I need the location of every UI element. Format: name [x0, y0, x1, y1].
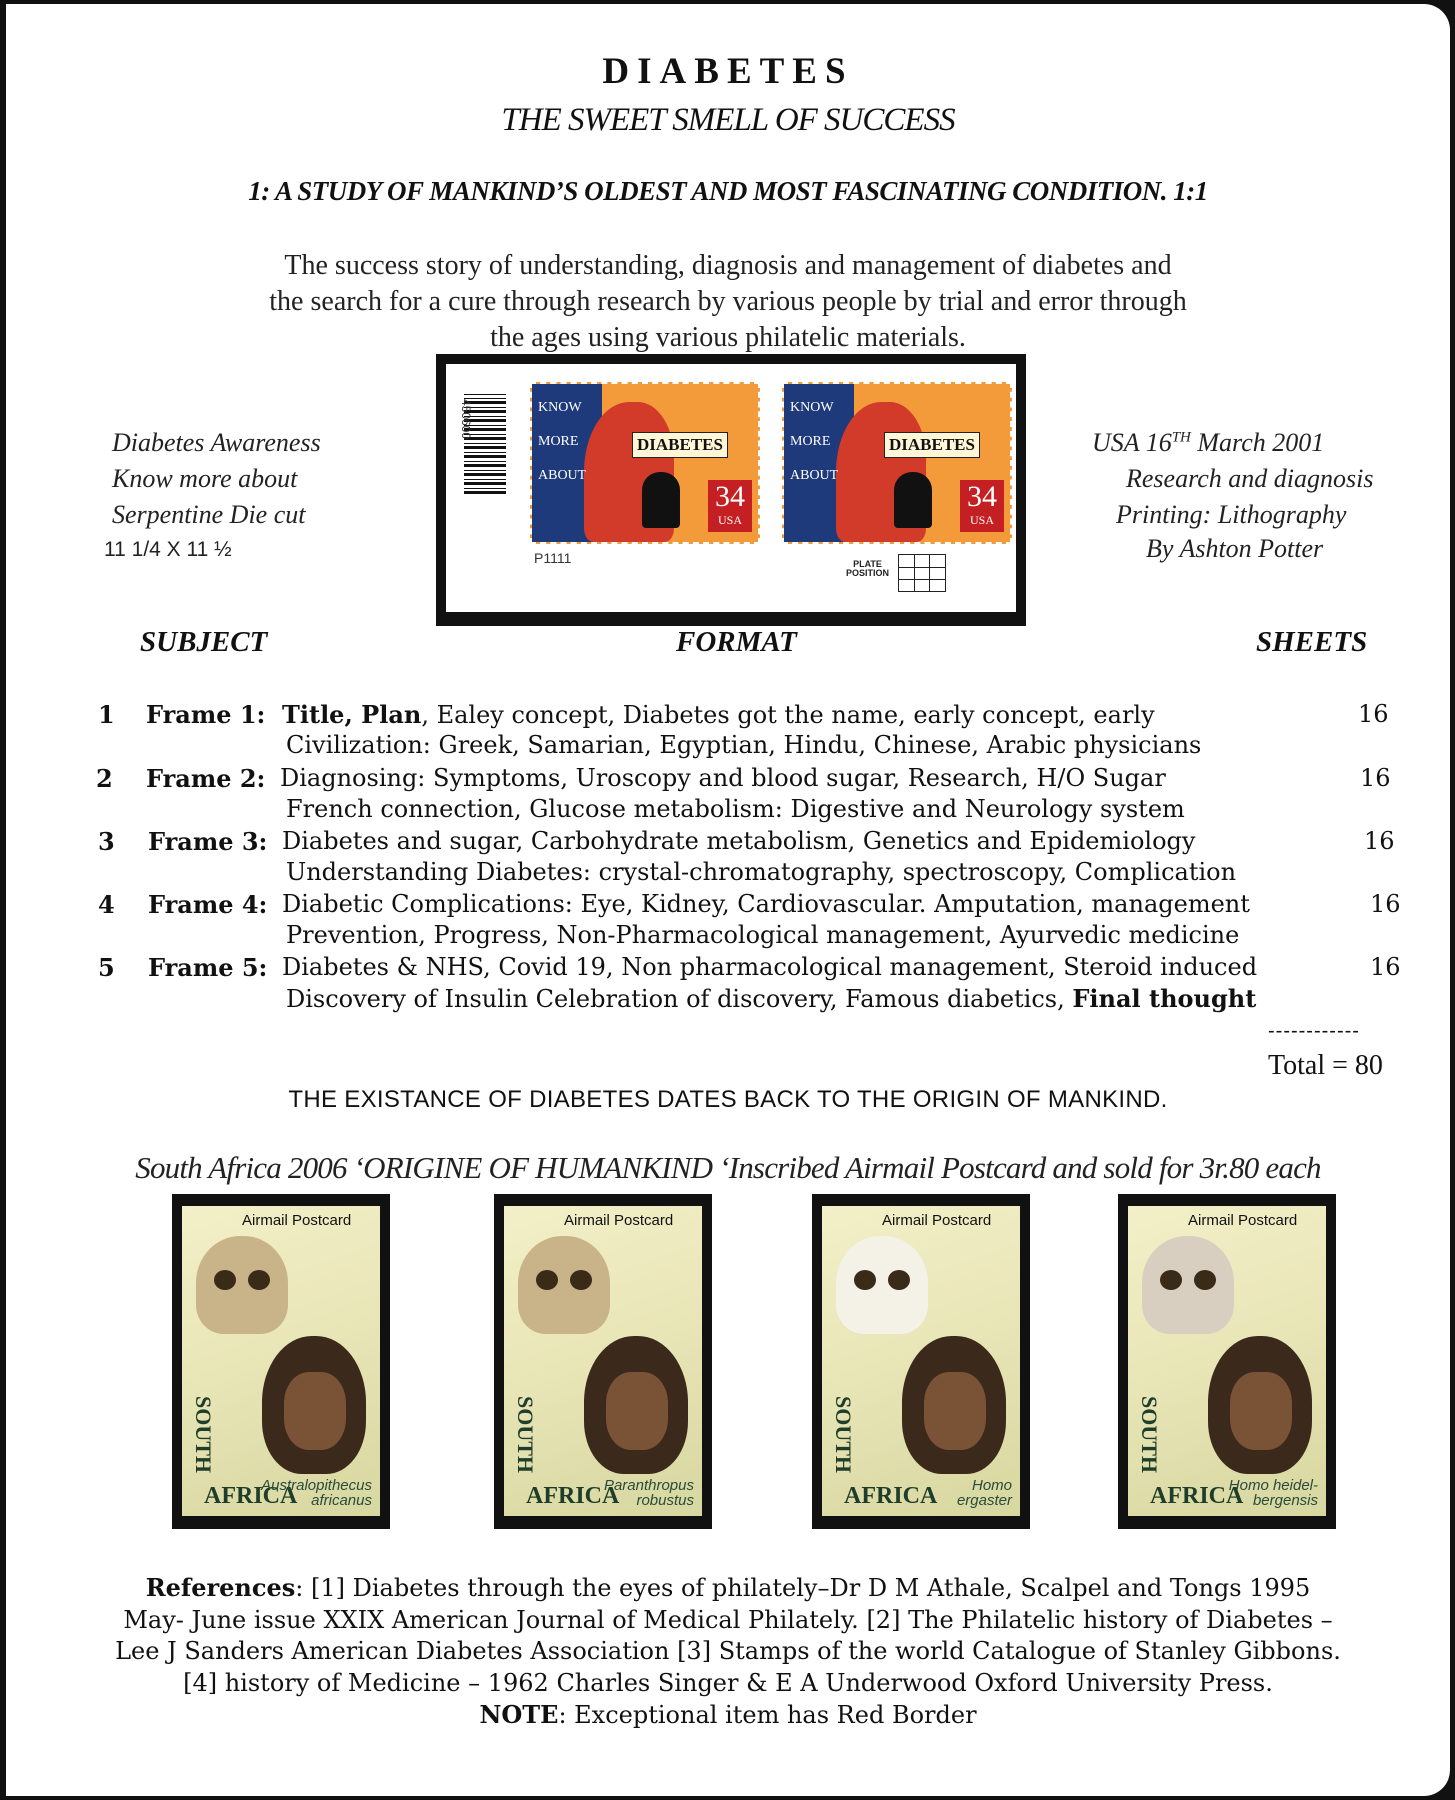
left-note-line-2: Know more about [112, 464, 298, 493]
postcards-caption: South Africa 2006 ‘ORIGINE OF HUMANKIND ‘Inscribed Airmail Postcard and sold for 3r.80 each [135, 1150, 1321, 1185]
hominid-portrait [262, 1336, 366, 1474]
stamp-selvage [446, 364, 1016, 612]
page-subtitle: THE SWEET SMELL OF SUCCESS [501, 102, 955, 138]
hominid-portrait [902, 1336, 1006, 1474]
column-sheets: SHEETS [1256, 626, 1368, 658]
airmail-label: Airmail Postcard [564, 1212, 674, 1229]
diabetes-stamp-1 [530, 382, 760, 544]
barcode-number: 450600 [459, 398, 474, 440]
airmail-label: Airmail Postcard [1188, 1212, 1298, 1229]
species-name: Homo heidel- bergensis [1228, 1477, 1318, 1509]
left-note-line-3: Serpentine Die cut [112, 500, 306, 529]
skull-icon [196, 1236, 288, 1334]
plate-number: P1111 [534, 550, 572, 566]
africa-label: AFRICA [844, 1483, 938, 1509]
plate-position-grid-icon [898, 554, 946, 592]
existence-statement: THE EXISTANCE OF DIABETES DATES BACK TO THE ORIGIN OF MANKIND. [288, 1086, 1168, 1113]
skull-icon [518, 1236, 610, 1334]
postcard-homo-ergaster [812, 1194, 1030, 1529]
hominid-portrait [1208, 1336, 1312, 1474]
stamp-text-know: KNOW [790, 400, 834, 415]
stamp-diabetes-label: DIABETES [884, 432, 980, 458]
left-note-line-4: 11 1/4 X 11 ½ [104, 538, 232, 561]
right-note-line-1: USA 16TH March 2001 [1092, 428, 1325, 457]
postcard-homo-heidelbergensis [1118, 1194, 1336, 1529]
species-name: Paranthropus robustus [603, 1477, 694, 1509]
south-label: SOUTH [513, 1396, 538, 1474]
intro-line-1: The success story of understanding, diagnosis and management of diabetes and [284, 250, 1172, 281]
study-line: 1: A STUDY OF MANKIND’S OLDEST AND MOST FASCINATING CONDITION. 1:1 [248, 176, 1208, 206]
intro-line-2: the search for a cure through research by various people by trial and error through [269, 286, 1187, 317]
stamp-text-about: ABOUT [790, 468, 839, 483]
skull-icon [1142, 1236, 1234, 1334]
postcard-paranthropus [494, 1194, 712, 1529]
species-name: Homo ergaster [956, 1477, 1012, 1509]
airmail-label: Airmail Postcard [242, 1212, 352, 1229]
stamp-text-more: MORE [538, 434, 579, 449]
species-name: Australopithecus africanus [261, 1477, 372, 1509]
note-line: NOTE: Exceptional item has Red Border [479, 1700, 977, 1729]
stamp-diabetes-label: DIABETES [632, 432, 728, 458]
south-label: SOUTH [1137, 1396, 1162, 1474]
right-note-line-3: Printing: Lithography [1116, 500, 1347, 529]
references-line-3: Lee J Sanders American Diabetes Association [3] Stamps of the world Catalogue of Stanley Gibbons. [115, 1637, 1341, 1665]
airmail-label: Airmail Postcard [882, 1212, 992, 1229]
references-line-2: May- June issue XXIX American Journal of Medical Philately. [2] The Philatelic history of Diabetes – [123, 1605, 1333, 1634]
right-note-line-2: Research and diagnosis [1126, 464, 1374, 493]
total-sheets: Total = 80 [1268, 1050, 1383, 1081]
intro-line-3: the ages using various philatelic materials. [490, 322, 966, 353]
left-note-line-1: Diabetes Awareness [112, 428, 321, 457]
page-title: DIABETES [602, 51, 854, 92]
references [6, 1572, 1450, 1732]
africa-label: AFRICA [204, 1483, 298, 1509]
stamp-text-about: ABOUT [538, 468, 587, 483]
column-subject: SUBJECT [140, 626, 268, 658]
microscope-icon [642, 472, 680, 528]
exhibit-page: DIABETES THE SWEET SMELL OF SUCCESS 1: A STUDY OF MANKIND’S OLDEST AND MOST FASCINATING CONDITION. 1:1 The success story of understanding, diagnosis and management of diabetes and the search for a cure through research by various people by trial and error through the ages using various philatelic materials. Diabetes Awareness Know more about Serpentine Die cut 11 1/4 X 11 ½ USA 16TH March 2001 Research and diagnosis Printing: Lithography By Ashton Potter 450600 KNOW MORE ABOUT DIABETES 34 USA KNOW MORE ABOUT DIABETES 34 USA P1111 PLATE POSITION SUBJECT FORMAT SHEETS 1 Frame 1: Title, Plan, Ealey concept, Diabetes got the name, early concept, early 16 Civilization: Greek, Samarian, Egyptian, Hindu, Chinese, Arabic physicians 2 Frame 2: Diagnosing: Symptoms, Uroscopy and blood sugar, Research, H/O Sugar 16 French connection, Glucose metabolism: Digestive and Neurology system 3 Frame 3: Diabetes and sugar, Carbohydrate metabolism, Genetics and Epidemiology 16 Understanding Diabetes: crystal-chromatography, spectroscopy, Complication 4 Frame 4: Diabetic Complications: Eye, Kidney, Cardiovascular. Amputation, management 16 Prevention, Progress, Non-Pharmacological management, Ayurvedic medicine 5 Frame 5: Diabetes & NHS, Covid 19, Non pharmacological management, Steroid induced 16 Discovery of Insulin Celebration of discovery, Famous diabetics, Final thought ------------ Total = 80 THE EXISTANCE OF DIABETES DATES BACK TO THE ORIGIN OF MANKIND. South Africa 2006 ‘ORIGINE OF HUMANKIND ‘Inscribed Airmail Postcard and sold for 3r.80 each Airmail Postcard SOUTH AFRICA Australopithecus africanus Airmail Postcard SOUTH AFRICA Paranthropus robustus Airmail Postcard SOUTH AFRICA Homo ergaster Airmail Postcard SOUTH AFRICA Homo heidel- bergensis References: [1] Diabetes through the eyes of philately–Dr D M Athale, Scalpel and Tongs 1995 May- June issue XXIX American Journal of Medical Philately. [2] The Philatelic history of Diabetes – Lee J Sanders American Diabetes Association [3] Stamps of the world Catalogue of Stanley Gibbons. [4] history of Medicine – 1962 Charles Singer & E A Underwood Oxford University Press. NOTE: Exceptional item has Red Border [6, 4, 1450, 1796]
references-line-1: References: [1] Diabetes through the eyes of philately–Dr D M Athale, Scalpel and Tongs 1995 [145, 1573, 1311, 1602]
references-line-4: [4] history of Medicine – 1962 Charles Singer & E A Underwood Oxford University Press. [183, 1668, 1273, 1697]
skull-icon [836, 1236, 928, 1334]
south-label: SOUTH [831, 1396, 856, 1474]
postcard-australopithecus [172, 1194, 390, 1529]
diabetes-stamp-2 [782, 382, 1012, 544]
hominid-portrait [584, 1336, 688, 1474]
stamp-value: 34 USA [708, 480, 752, 532]
stamp-text-know: KNOW [538, 400, 582, 415]
africa-label: AFRICA [526, 1483, 620, 1509]
column-format: FORMAT [676, 626, 797, 658]
total-divider: ------------ [1268, 1020, 1360, 1042]
stamp-value: 34 USA [960, 480, 1004, 532]
stamp-text-more: MORE [790, 434, 831, 449]
usa-stamp-pair [436, 354, 1026, 626]
microscope-icon [894, 472, 932, 528]
south-label: SOUTH [191, 1396, 216, 1474]
right-note-line-4: By Ashton Potter [1146, 534, 1324, 563]
africa-label: AFRICA [1150, 1483, 1244, 1509]
plate-position-label: PLATE POSITION [846, 559, 890, 578]
